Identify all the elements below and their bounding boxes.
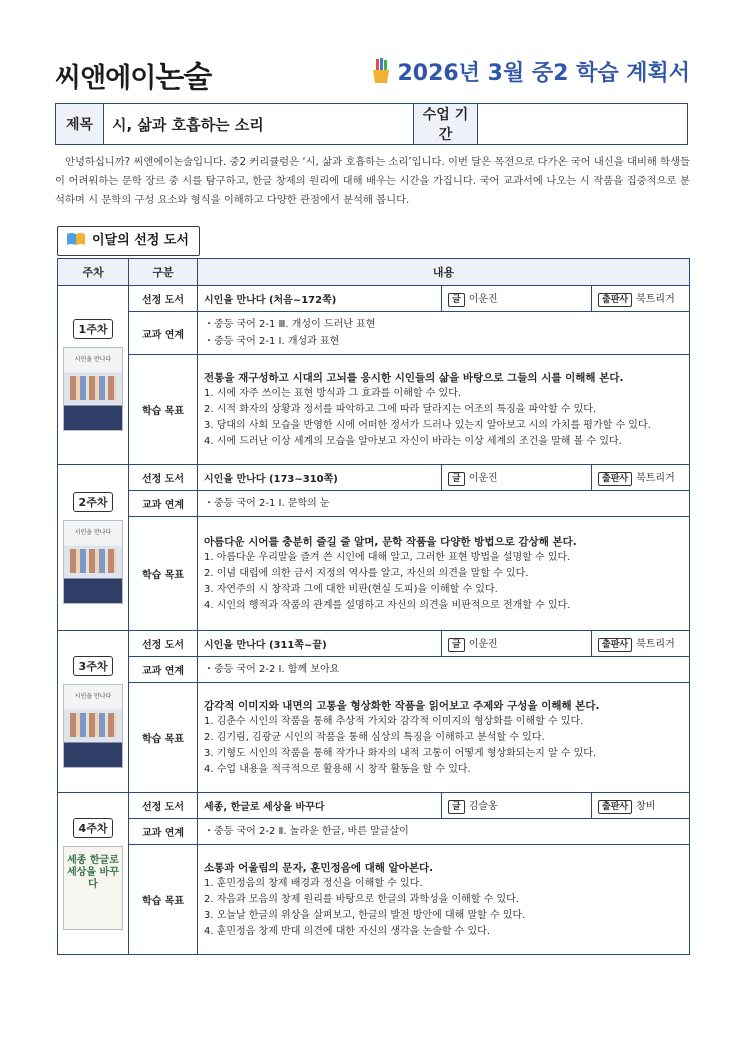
cover-title: 시인을 만나다 — [74, 356, 112, 363]
goal-content — [198, 517, 690, 631]
week-cell — [58, 631, 129, 793]
section-label-text: 이달의 선정 도서 — [92, 233, 189, 248]
author-cell — [442, 286, 592, 312]
book-cover-image — [63, 684, 123, 768]
week-cell — [58, 465, 129, 631]
publisher-name: 북트리거 — [636, 639, 675, 650]
publisher-tag: 출판사 — [598, 472, 632, 486]
goal-content — [198, 683, 690, 793]
book-cover-image — [63, 846, 123, 930]
author-name: 이운진 — [468, 294, 498, 305]
info-table — [55, 103, 688, 145]
author-tag: 글 — [448, 638, 465, 652]
publisher-name: 북트리거 — [636, 294, 675, 305]
cover-illustration — [70, 549, 116, 573]
goal-item: 2. 자음과 모음의 창제 원리를 바탕으로 한글의 과학성을 이해할 수 있다. — [204, 893, 519, 905]
goal-headline: 소통과 어울림의 문자, 훈민정음에 대해 알아본다. — [204, 861, 434, 874]
plan-table — [57, 258, 690, 955]
publisher-cell — [592, 631, 690, 657]
goal-row — [58, 517, 690, 631]
goal-label: 학습 목표 — [129, 683, 198, 793]
week-cell — [58, 286, 129, 465]
period-value — [478, 104, 688, 145]
curriculum-link-item: ・중등 국어 2-2 Ⅰ. 함께 보아요 — [204, 664, 340, 675]
week-badge: 4주차 — [73, 818, 114, 838]
curriculum-link-item: ・중등 국어 2-2 Ⅱ. 놀라운 한글, 바른 말글살이 — [204, 826, 409, 837]
week-cell — [58, 793, 129, 955]
brand-logo — [55, 52, 211, 96]
author-cell — [442, 631, 592, 657]
author-tag: 글 — [448, 800, 465, 814]
cover-illustration — [70, 376, 116, 400]
book-label: 선정 도서 — [129, 286, 198, 312]
open-book-icon — [66, 232, 86, 246]
book-title — [198, 631, 442, 657]
goal-headline: 아름다운 시어를 충분히 즐길 줄 알며, 문학 작품을 다양한 방법으로 감상해 본다. — [204, 535, 577, 548]
curriculum-row — [58, 819, 690, 845]
book-pages: (173~310쪽) — [268, 474, 338, 485]
curriculum-link-item: ・중등 국어 2-1 Ⅲ. 개성이 드러난 표현 — [204, 319, 376, 330]
week-badge: 1주차 — [73, 319, 114, 339]
book-pages: (처음~172쪽) — [268, 295, 337, 306]
title-value: 시, 삶과 호흡하는 소리 — [104, 104, 414, 145]
publisher-name: 북트리거 — [636, 473, 675, 484]
week-badge: 3주차 — [73, 656, 114, 676]
page-header — [55, 52, 690, 95]
goal-item: 3. 기형도 시인의 작품을 통해 작가나 화자의 내적 고통이 어떻게 형상화되는지 알 수 있다. — [204, 747, 597, 759]
author-name: 김슬옹 — [468, 801, 498, 812]
header-week: 주차 — [58, 259, 129, 286]
author-name: 이운진 — [468, 473, 498, 484]
curriculum-link-item: ・중등 국어 2-1 Ⅰ. 개성과 표현 — [204, 336, 340, 347]
goal-headline: 전통을 재구성하고 시대의 고뇌를 응시한 시인들의 삶을 바탕으로 그들의 시를 이해해 본다. — [204, 371, 624, 384]
book-row — [58, 793, 690, 819]
book-cover-image — [63, 520, 123, 604]
book-row — [58, 286, 690, 312]
goal-item: 2. 김기림, 김광균 시인의 작품을 통해 심상의 특징을 이해하고 분석할 수 있다. — [204, 731, 545, 743]
goal-content — [198, 355, 690, 465]
book-pages: (311쪽~끝) — [268, 640, 327, 651]
plan-title — [370, 56, 691, 87]
book-title-text: 세종, 한글로 세상을 바꾸다 — [204, 802, 325, 813]
book-title-text: 시인을 만나다 — [204, 295, 266, 306]
curriculum-row — [58, 491, 690, 517]
publisher-cell — [592, 465, 690, 491]
curriculum-content — [198, 819, 690, 845]
book-title — [198, 793, 442, 819]
author-name: 이운진 — [468, 639, 498, 650]
book-row — [58, 631, 690, 657]
goal-row — [58, 845, 690, 955]
goal-row — [58, 355, 690, 465]
author-tag: 글 — [448, 293, 465, 307]
period-label: 수업 기간 — [414, 104, 478, 145]
book-row — [58, 465, 690, 491]
curriculum-label: 교과 연계 — [129, 312, 198, 355]
publisher-tag: 출판사 — [598, 638, 632, 652]
goal-item: 1. 아름다운 우리말을 즐겨 쓴 시인에 대해 알고, 그러한 표현 방법을 설명할 수 있다. — [204, 551, 571, 563]
book-title-text: 시인을 만나다 — [204, 474, 266, 485]
goal-item: 3. 오늘날 한글의 위상을 살펴보고, 한글의 발전 방안에 대해 말할 수 있다. — [204, 909, 526, 921]
book-label: 선정 도서 — [129, 631, 198, 657]
curriculum-link-item: ・중등 국어 2-1 Ⅰ. 문학의 눈 — [204, 498, 330, 509]
book-title — [198, 286, 442, 312]
curriculum-row — [58, 312, 690, 355]
plan-table-header — [58, 259, 690, 286]
goal-item: 1. 훈민정음의 창제 배경과 정신을 이해할 수 있다. — [204, 877, 423, 889]
goal-item: 2. 이념 대립에 의한 금서 지정의 역사를 알고, 자신의 의견을 말할 수 있다. — [204, 567, 529, 579]
curriculum-content — [198, 657, 690, 683]
book-label: 선정 도서 — [129, 793, 198, 819]
curriculum-content — [198, 312, 690, 355]
goal-item: 3. 당대의 사회 모습을 반영한 시에 어떠한 정서가 드러나 있는지 알아보고 시의 가치를 평가할 수 있다. — [204, 419, 651, 431]
intro-paragraph: 안녕하십니까? 씨앤에이논술입니다. 중2 커리큘럼은 ‘시, 삶과 호흡하는 소리’입니다. 이번 달은 목전으로 다가온 국어 내신을 대비해 학생들이 어려워하는 문학 장르 중 시를 탐구하고, 한글 창제의 원리에 대해 배우는 시간을 가집니다. 국어 교과서에 나오는 시 작품을 집중적으로 분석하며 시 문학의 구성 요소와 형식을 이해하고 다양한 관점에서 분석해 봅니다. — [55, 156, 690, 206]
cover-title: 시인을 만나다 — [74, 528, 112, 536]
header-category: 구분 — [129, 259, 198, 286]
cover-illustration — [70, 713, 116, 737]
book-title — [198, 465, 442, 491]
goal-item: 2. 시적 화자의 상황과 정서를 파악하고 그에 따라 달라지는 어조의 특징을 파악할 수 있다. — [204, 403, 597, 415]
goal-item: 3. 자연주의 시 창작과 그에 대한 비판(현실 도피)을 이해할 수 있다. — [204, 583, 498, 595]
week-badge: 2주차 — [73, 492, 114, 512]
curriculum-content — [198, 491, 690, 517]
goal-label: 학습 목표 — [129, 517, 198, 631]
cover-title: 시인을 만나다 — [74, 692, 112, 700]
curriculum-label: 교과 연계 — [129, 491, 198, 517]
goal-headline: 감각적 이미지와 내면의 고통을 형상화한 작품을 읽어보고 주제와 구성을 이해해 본다. — [204, 699, 600, 712]
goal-row — [58, 683, 690, 793]
plan-title-text: 2026년 3월 중2 학습 계획서 — [397, 61, 690, 86]
publisher-tag: 출판사 — [598, 800, 632, 814]
goal-item: 4. 시인의 행적과 작품의 관계를 설명하고 자신의 의견을 비판적으로 전개할 수 있다. — [204, 599, 571, 611]
publisher-name: 창비 — [636, 801, 656, 812]
publisher-tag: 출판사 — [598, 293, 632, 307]
section-label — [57, 226, 200, 256]
author-tag: 글 — [448, 472, 465, 486]
goal-item: 1. 시에 자주 쓰이는 표현 방식과 그 효과를 이해할 수 있다. — [204, 387, 462, 399]
author-cell — [442, 465, 592, 491]
header-content: 내용 — [198, 259, 690, 286]
title-label: 제목 — [56, 104, 104, 145]
book-label: 선정 도서 — [129, 465, 198, 491]
goal-item: 4. 훈민정음 창제 반대 의견에 대한 자신의 생각을 논술할 수 있다. — [204, 925, 491, 937]
goal-item: 4. 시에 드러난 이상 세계의 모습을 알아보고 자신이 바라는 이상 세계의 조건을 말해 볼 수 있다. — [204, 435, 622, 447]
goal-item: 4. 수업 내용을 적극적으로 활용해 시 창작 활동을 할 수 있다. — [204, 763, 471, 775]
logo-big-text: 논술 — [155, 60, 212, 95]
curriculum-label: 교과 연계 — [129, 657, 198, 683]
goal-label: 학습 목표 — [129, 355, 198, 465]
author-cell — [442, 793, 592, 819]
curriculum-label: 교과 연계 — [129, 819, 198, 845]
curriculum-row — [58, 657, 690, 683]
logo-small-text: 씨앤에이 — [55, 63, 156, 94]
pencil-cup-icon — [370, 58, 392, 84]
publisher-cell — [592, 286, 690, 312]
book-title-text: 시인을 만나다 — [204, 640, 266, 651]
goal-label: 학습 목표 — [129, 845, 198, 955]
publisher-cell — [592, 793, 690, 819]
cover-title: 세종 한글로 세상을 바꾸다 — [67, 854, 119, 890]
book-cover-image — [63, 347, 123, 431]
goal-item: 1. 김춘수 시인의 작품을 통해 추상적 가치와 감각적 이미지의 형상화를 이해할 수 있다. — [204, 715, 584, 727]
goal-content — [198, 845, 690, 955]
